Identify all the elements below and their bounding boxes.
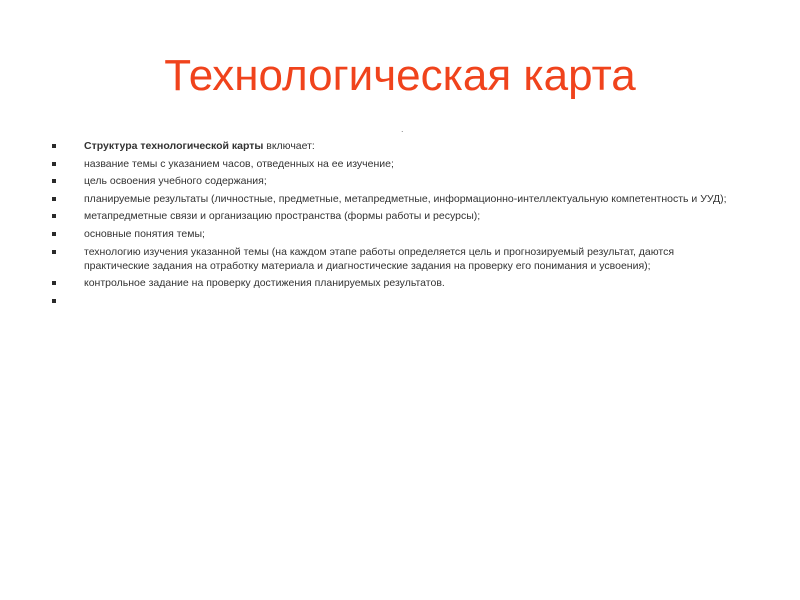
- item-text: название темы с указанием часов, отведенных на ее изучение;: [84, 157, 394, 170]
- bullet-icon: [52, 250, 56, 254]
- item-text: цель освоения учебного содержания;: [84, 175, 267, 188]
- list-item: [52, 227, 732, 241]
- decorative-dot: .: [401, 124, 404, 134]
- list-item: [52, 139, 732, 153]
- item-text: включает:: [263, 140, 315, 152]
- item-text: основные понятия темы;: [84, 227, 205, 240]
- bullet-icon: [52, 232, 56, 236]
- bullet-icon: [52, 214, 56, 218]
- bullet-icon: [52, 197, 56, 201]
- list-item: [52, 157, 732, 171]
- bullet-icon: [52, 144, 56, 148]
- bullet-icon: [52, 179, 56, 183]
- item-bold-text: Структура технологической карты: [84, 140, 264, 152]
- item-text: планируемые результаты (личностные, предметные, метапредметные, информационно-интеллектуальную компетентность и УУД);: [84, 192, 727, 205]
- bullet-list: [52, 139, 732, 311]
- slide-title: Технологическая карта: [164, 51, 636, 100]
- list-item-empty: [52, 294, 732, 308]
- list-item: [52, 192, 732, 206]
- list-item: [52, 245, 732, 273]
- item-text: технологию изучения указанной темы (на каждом этапе работы определяется цель и прогнозируемый результат, даются практические задания на отработку материала и диагностические задания на проверку его понимания и усвоения);: [84, 245, 675, 272]
- list-item: [52, 209, 732, 223]
- bullet-icon: [52, 281, 56, 285]
- item-text: метапредметные связи и организацию пространства (формы работы и ресурсы);: [84, 210, 481, 223]
- list-item: [52, 276, 732, 290]
- item-text: контрольное задание на проверку достижения планируемых результатов.: [84, 277, 445, 290]
- bullet-icon: [52, 299, 56, 303]
- list-item: [52, 174, 732, 188]
- bullet-icon: [52, 162, 56, 166]
